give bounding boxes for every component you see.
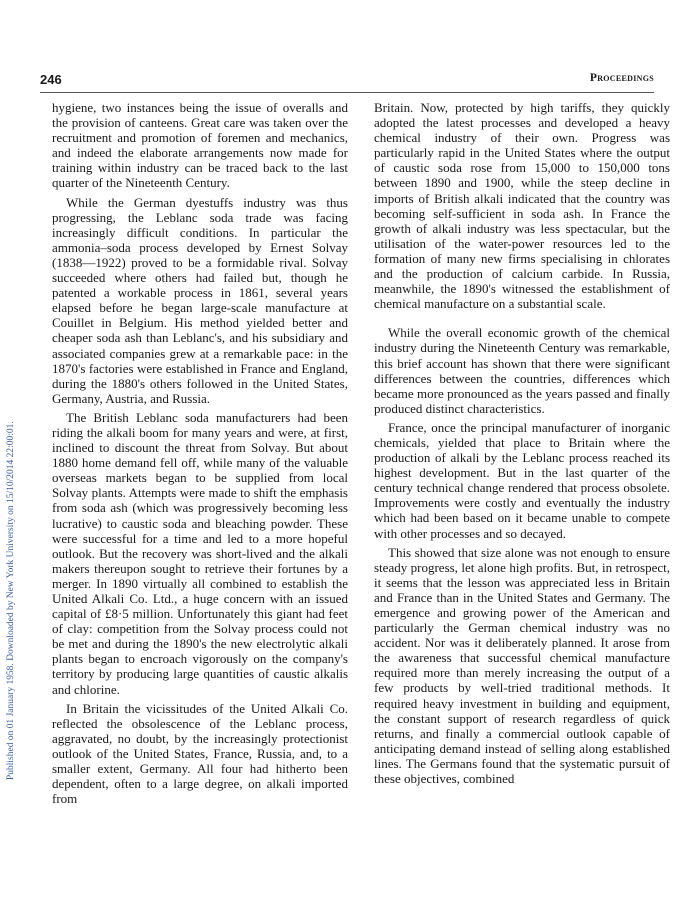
left-column bbox=[52, 100, 348, 806]
paragraph: While the German dyestuffs industry was thus progressing, the Leblanc soda trade was facing increasingly difficult conditions. In particular the ammonia–soda process developed by Ernest Solvay (1838—1922) proved to be a formidable rival. Solvay succeeded where others had failed but, though he patented a workable process in 1861, several years elapsed before he began large-scale manufacture at Couillet in Belgium. His method yielded better and cheaper soda ash than Leblanc's, and his subsidiary and associated companies grew at a remarkable pace: in the 1870's factories were established in France and England, during the 1880's others followed in the United States, Germany, Austria, and Russia. bbox=[52, 194, 348, 406]
header-rule bbox=[40, 92, 654, 93]
journal-name: Proceedings bbox=[589, 72, 654, 84]
right-column bbox=[374, 100, 670, 786]
paragraph: In Britain the vicissitudes of the United Alkali Co. reflected the obsolescence of the Leblanc process, aggravated, no doubt, by the increasingly protectionist outlook of the United States, France, Russia, and, to a smaller extent, Germany. All four had hitherto been dependent, often to a large degree, on alkali imported from bbox=[52, 700, 348, 807]
page-number: 246 bbox=[40, 72, 62, 87]
watermark-text: Published on 01 January 1958. Downloaded by New York University on 15/10/2014 22:00:01. bbox=[6, 421, 16, 780]
running-head bbox=[40, 72, 654, 90]
paragraph: hygiene, two instances being the issue of overalls and the provision of canteens. Great care was taken over the recruitment and promotion of foremen and mechanics, and indeed the elaborate arrangements now made for training within industry can be traced back to the last quarter of the Nineteenth Century. bbox=[52, 100, 348, 191]
download-watermark bbox=[6, 140, 20, 780]
paragraph: While the overall economic growth of the chemical industry during the Nineteenth Century was remarkable, this brief account has shown that there were significant differences between the countries, differences which became more pronounced as the years passed and finally produced distinct characteristics. bbox=[374, 325, 670, 416]
paragraph: The British Leblanc soda manufacturers had been riding the alkali boom for many years and were, at first, inclined to discount the threat from Solvay. But about 1880 home demand fell off, while many of the valuable overseas markets began to be supplied from local Solvay plants. Attempts were made to shift the emphasis from soda ash (which was progressively becoming less lucrative) to caustic soda and bleaching powder. These were successful for a time and led to a more hopeful outlook. But the recovery was short-lived and the alkali makers thereupon sought to retrieve their fortunes by a merger. In 1890 virtually all combined to establish the United Alkali Co. Ltd., a huge concern with an issued capital of £8·5 million. Unfortunately this giant had feet of clay: competition from the Solvay process could not be met and during the 1890's the new electrolytic alkali plants began to encroach vigorously on the company's territory by producing large quantities of caustic alkalis and chlorine. bbox=[52, 409, 348, 697]
paragraph: This showed that size alone was not enough to ensure steady progress, let alone high profits. But, in retrospect, it seems that the lesson was appreciated less in Britain and France than in the United States and Germany. The emergence and growing power of the American and particularly the German chemical industry was no accident. Nor was it deliberately planned. It arose from the awareness that successful chemical manufacture required more than merely increasing the output of a few products by well-tried traditional methods. It required heavy investment in building and equipment, the constant support of research regardless of quick returns, and finally a commercial outlook capable of anticipating demand instead of selling along established lines. The Germans found that the systematic pursuit of these objectives, combined bbox=[374, 544, 670, 787]
paragraph: France, once the principal manufacturer of inorganic chemicals, yielded that place to Britain where the production of alkali by the Leblanc process reached its highest development. But in the last quarter of the century technical change rendered that process obsolete. Improvements were costly and eventually the industry which had been based on it became unable to compete with other processes and so decayed. bbox=[374, 419, 670, 541]
paragraph: Britain. Now, protected by high tariffs, they quickly adopted the latest processes and developed a heavy chemical industry of their own. Progress was particularly rapid in the United States where the output of caustic soda rose from 15,000 to 150,000 tons between 1890 and 1900, while the steep decline in imports of British alkali indicated that the country was becoming self-sufficient in soda ash. In France the growth of alkali industry was less spectacular, but the utilisation of the water-power resources led to the formation of many new firms specialising in chlorates and the production of calcium carbide. In Russia, meanwhile, the 1890's witnessed the establishment of chemical manufacture on a substantial scale. bbox=[374, 100, 670, 312]
